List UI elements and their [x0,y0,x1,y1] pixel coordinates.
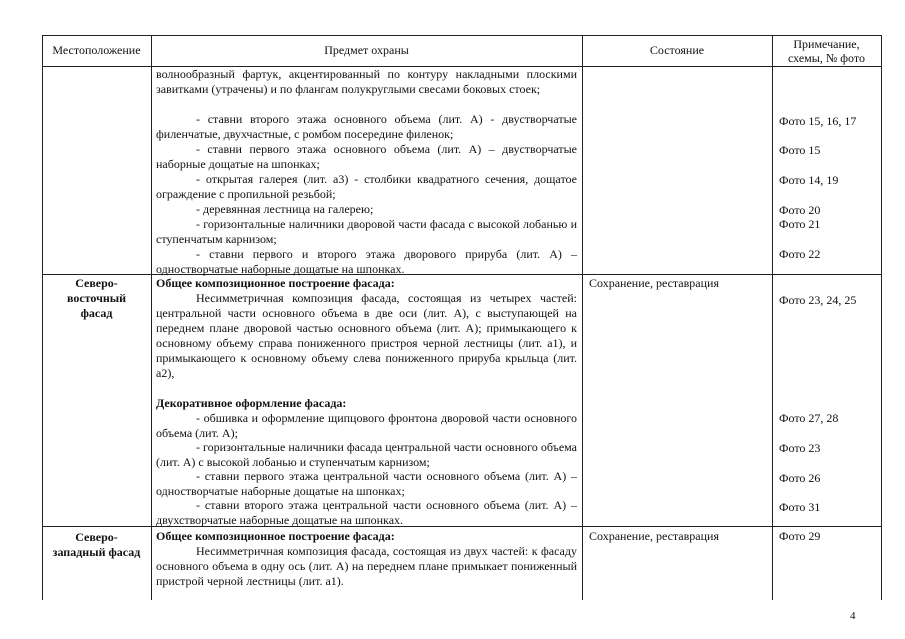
header-note-line2: схемы, № фото [787,51,865,65]
table-border-top [42,35,882,36]
subject-text: Несимметричная композиция фасада, состоящая из четырех частей: центральной части основного объема в две оси (лит. А), с выступающей на переднем плане дворовой частью основного объема (лит. А); примыкающего к основному объему справа пониженного пристроя черной лестницы (лит. а1), и примыкающего к основному объему слева пониженного прируба крыльца (лит. а2), [156,291,577,380]
subject-text: - ставни второго этажа центральной части основного объема (лит. А) – двухстворчатые наборные дощатые на шпонках. [156,498,577,527]
table-border-right [881,35,882,600]
subject-text: - обшивка и оформление щипцового фронтона дворовой части основного объема (лит. А); [156,411,577,440]
header-subject: Предмет охраны [324,43,409,57]
state-text: Сохранение, реставрация [589,529,719,543]
subject-text: - ставни первого этажа центральной части основного объема (лит. А) – одностворчатые наборные дощатые на шпонках; [156,469,577,498]
header-location: Местоположение [52,43,141,57]
subject-text: - горизонтальные наличники фасада центральной части основного объема (лит. А) с высокой лобанью и ступенчатым карнизом; [156,440,577,469]
section-heading: Общее композиционное построение фасада: [156,529,395,543]
subject-text: волнообразный фартук, акцентированный по контуру накладными плоскими завитками (утрачены) и по флангам полукруглыми свесами боковых стоек; [156,67,577,96]
photo-note: Фото 22 [779,247,821,261]
subject-text: - ставни первого этажа основного объема (лит. А) – двустворчатые наборные дощатые на шпонках; [156,142,577,171]
photo-note: Фото 15, 16, 17 [779,114,857,128]
photo-note: Фото 26 [779,471,821,485]
header-note-line1: Примечание, [793,37,860,51]
photo-note: Фото 15 [779,143,821,157]
subject-text: - горизонтальные наличники дворовой части фасада с высокой лобанью и ступенчатым карнизом; [156,217,577,246]
photo-note: Фото 23 [779,441,821,455]
photo-note: Фото 21 [779,217,821,231]
subject-text: - деревянная лестница на галерею; [196,202,374,216]
header-state: Состояние [649,43,705,57]
section-heading: Общее композиционное построение фасада: [156,276,395,290]
subject-text: - открытая галерея (лит. а3) - столбики квадратного сечения, дощатое ограждение с пропильной резьбой; [156,172,577,201]
column-divider [582,35,583,600]
section-heading: Декоративное оформление фасада: [156,396,347,410]
photo-note: Фото 14, 19 [779,173,839,187]
location-northwest: Северо- западный фасад [52,530,141,559]
photo-note: Фото 27, 28 [779,411,839,425]
photo-note: Фото 29 [779,529,821,543]
header-note [772,37,881,65]
subject-text: Несимметричная композиция фасада, состоящая из двух частей: к фасаду основного объема в одну ось (лит. А) на переднем плане примыкает пониженный пристрой черной лестницы (лит. а1). [156,544,577,588]
state-text: Сохранение, реставрация [589,276,719,290]
column-divider [772,35,773,600]
location-northeast: Северо- восточный фасад [66,276,127,320]
subject-text: - ставни второго этажа основного объема (лит. А) - двустворчатые филенчатые, двухчастные, с ромбом посередине филенок; [156,112,577,141]
photo-note: Фото 20 [779,203,821,217]
photo-note: Фото 23, 24, 25 [779,293,857,307]
subject-text: - ставни первого и второго этажа дворового прируба (лит. А) – одностворчатые наборные дощатые на шпонках. [156,247,577,276]
photo-note: Фото 31 [779,500,821,514]
page-number: 4 [850,610,856,622]
column-divider [151,35,152,600]
